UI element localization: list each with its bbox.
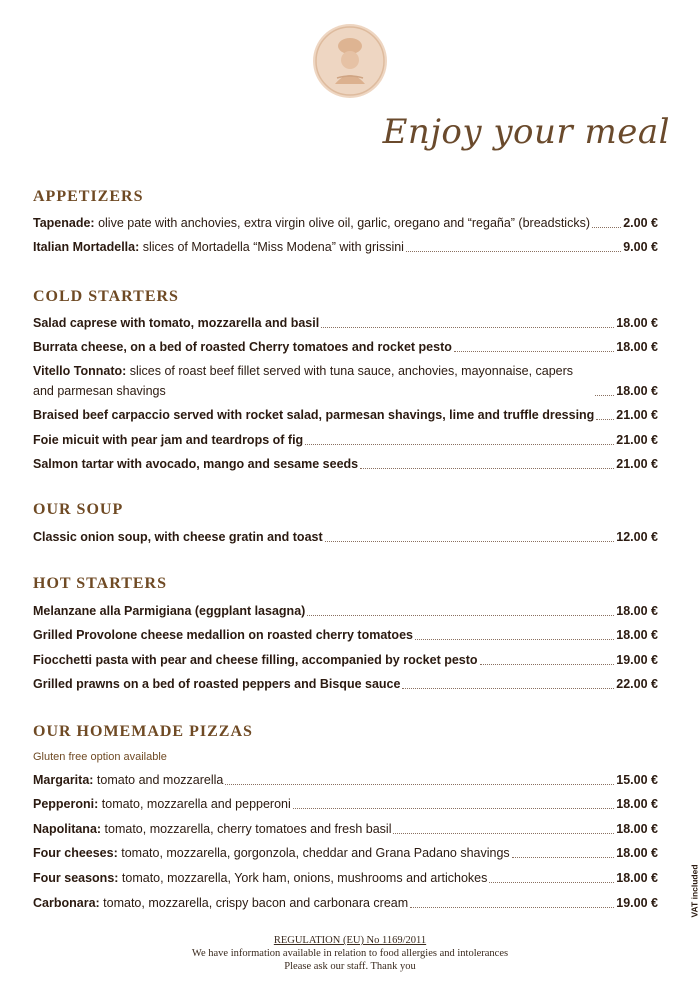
item-desc: tomato, mozzarella, crispy bacon and carbonara cream (99, 896, 409, 910)
dot-leader (596, 419, 614, 420)
dot-leader (360, 468, 614, 469)
item-price: 18.00 € (616, 628, 658, 642)
dot-leader (225, 784, 614, 785)
section-title-pizzas: OUR HOMEMADE PIZZAS (33, 723, 253, 740)
menu-item (33, 313, 658, 333)
dot-leader (595, 395, 614, 396)
menu-item (33, 454, 658, 474)
item-price: 18.00 € (616, 822, 658, 836)
dot-leader (410, 907, 614, 908)
menu-item (33, 674, 658, 694)
item-name: Pepperoni: (33, 797, 99, 811)
dot-leader (415, 639, 614, 640)
item-name: Classic onion soup, with cheese gratin and toast (33, 530, 323, 544)
item-price: 19.00 € (616, 896, 658, 910)
menu-item (33, 237, 658, 257)
tagline: Enjoy your meal (382, 112, 670, 152)
menu-item (33, 361, 658, 401)
dot-leader (307, 615, 614, 616)
item-name: Salmon tartar with avocado, mango and sesame seeds (33, 457, 359, 471)
menu-item (33, 405, 658, 425)
item-desc: tomato, mozzarella, cherry tomatoes and fresh basil (101, 822, 392, 836)
item-desc: tomato, mozzarella and pepperoni (98, 797, 291, 811)
item-desc: slices of roast beef fillet served with tuna sauce, anchovies, mayonnaise, capers and parmesan shavings (33, 364, 574, 398)
item-name: Four cheeses: (33, 846, 118, 860)
dot-leader (406, 251, 621, 252)
menu-item (33, 819, 658, 839)
item-name: Salad caprese with tomato, mozzarella and basil (33, 316, 320, 330)
menu-item (33, 794, 658, 814)
item-price: 9.00 € (623, 240, 658, 254)
item-desc: olive pate with anchovies, extra virgin olive oil, garlic, oregano and “regaña” (breadsticks) (94, 216, 590, 230)
section-title-our-soup: OUR SOUP (33, 501, 124, 518)
item-name: Italian Mortadella: (33, 240, 140, 254)
item-price: 15.00 € (616, 773, 658, 787)
item-name: Grilled Provolone cheese medallion on roasted cherry tomatoes (33, 628, 413, 642)
item-desc: tomato, mozzarella, York ham, onions, mushrooms and artichokes (118, 871, 488, 885)
menu-item (33, 625, 658, 645)
menu-item (33, 601, 658, 621)
item-desc: tomato and mozzarella (93, 773, 224, 787)
dot-leader (402, 688, 614, 689)
menu-item (33, 868, 658, 888)
item-desc: slices of Mortadella “Miss Modena” with grissini (139, 240, 404, 254)
item-price: 18.00 € (616, 797, 658, 811)
item-name: Vitello Tonnato: (33, 364, 127, 378)
item-name: Fiocchetti pasta with pear and cheese filling, accompanied by rocket pesto (33, 653, 478, 667)
menu-item (33, 527, 658, 547)
item-price: 2.00 € (623, 216, 658, 230)
dot-leader (454, 351, 614, 352)
chef-logo-icon (313, 24, 387, 98)
item-desc: tomato, mozzarella, gorgonzola, cheddar and Grana Padano shavings (117, 846, 510, 860)
item-name: Foie micuit with pear jam and teardrops of fig (33, 433, 304, 447)
dot-leader (325, 541, 615, 542)
item-name: Carbonara: (33, 896, 100, 910)
regulation-text: REGULATION (EU) No 1169/2011 (273, 935, 427, 946)
item-price: 18.00 € (616, 316, 658, 330)
gluten-free-note: Gluten free option available (33, 751, 167, 763)
dot-leader (305, 444, 614, 445)
dot-leader (293, 808, 615, 809)
item-price: 18.00 € (616, 340, 658, 354)
section-title-hot-starters: HOT STARTERS (33, 575, 167, 592)
menu-item (33, 430, 658, 450)
menu-item (33, 213, 658, 233)
item-name: Grilled prawns on a bed of roasted peppers and Bisque sauce (33, 677, 401, 691)
allergy-info-text: We have information available in relation to food allergies and intolerances (191, 948, 509, 959)
dot-leader (480, 664, 615, 665)
item-price: 18.00 € (616, 604, 658, 618)
item-price: 21.00 € (616, 408, 658, 422)
item-name: Burrata cheese, on a bed of roasted Cherry tomatoes and rocket pesto (33, 340, 452, 354)
item-price: 12.00 € (616, 530, 658, 544)
dot-leader (393, 833, 614, 834)
section-title-cold-starters: COLD STARTERS (33, 288, 179, 305)
menu-item (33, 650, 658, 670)
menu-item (33, 770, 658, 790)
ask-staff-text: Please ask our staff. Thank you (284, 961, 416, 972)
item-name: Braised beef carpaccio served with rocket salad, parmesan shavings, lime and truffle dressing (33, 408, 595, 422)
item-price: 18.00 € (616, 384, 658, 398)
menu-item (33, 893, 658, 913)
footer (0, 934, 700, 973)
dot-leader (321, 327, 614, 328)
dot-leader (592, 227, 621, 228)
section-title-appetizers: APPETIZERS (33, 188, 144, 205)
menu-item (33, 843, 658, 863)
item-name: Tapenade: (33, 216, 95, 230)
dot-leader (512, 857, 615, 858)
item-price: 18.00 € (616, 871, 658, 885)
item-name: Four seasons: (33, 871, 119, 885)
item-price: 21.00 € (616, 457, 658, 471)
item-name: Melanzane alla Parmigiana (eggplant lasagna) (33, 604, 306, 618)
item-price: 21.00 € (616, 433, 658, 447)
restaurant-logo (313, 24, 387, 98)
item-price: 22.00 € (616, 677, 658, 691)
item-price: 18.00 € (616, 846, 658, 860)
item-name: Napolitana: (33, 822, 102, 836)
dot-leader (489, 882, 614, 883)
vat-note: VAT included (689, 864, 700, 918)
menu-item (33, 337, 658, 357)
item-name: Margarita: (33, 773, 94, 787)
item-price: 19.00 € (616, 653, 658, 667)
